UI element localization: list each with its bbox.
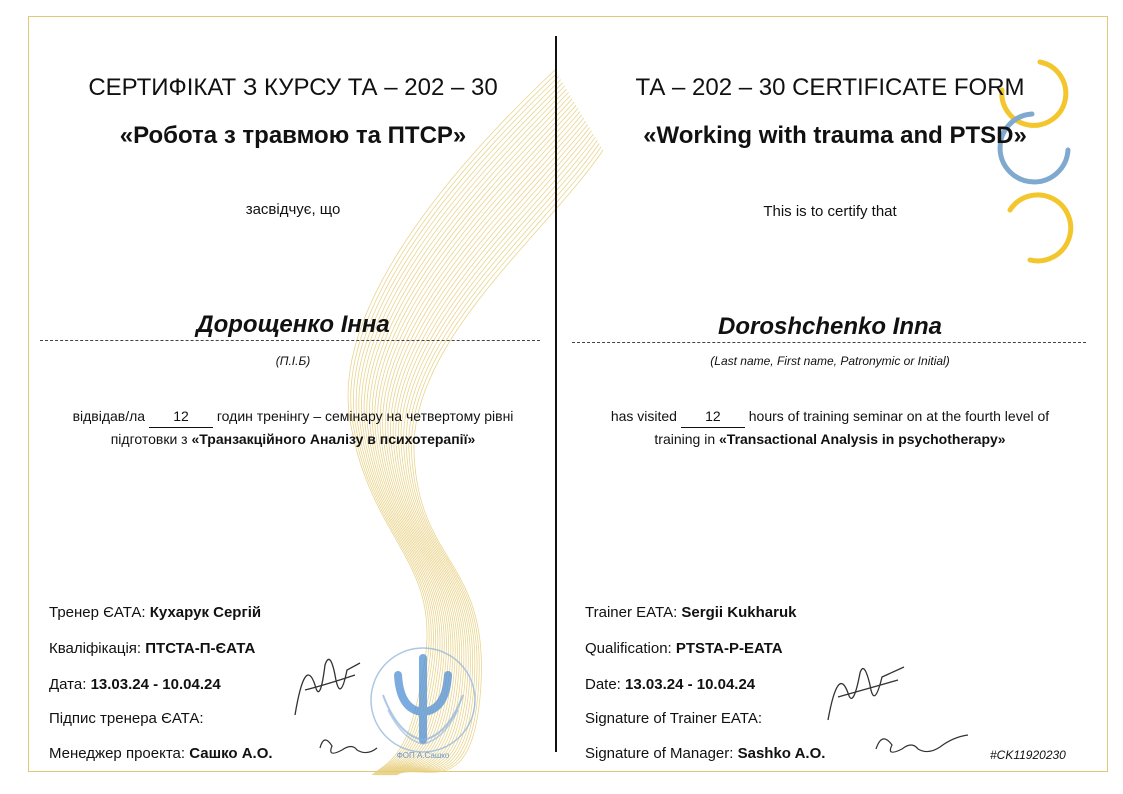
certificate-code: #CK11920230 <box>990 748 1066 762</box>
en-manager-row <box>585 745 825 762</box>
ua-recipient-name: Дорощенко Інна <box>196 311 390 338</box>
ua-program: «Транзакційного Аналізу в психотерапії» <box>191 431 476 447</box>
ua-qualification-row <box>49 640 255 657</box>
ua-date-label: Дата: <box>49 676 87 693</box>
en-manager-value: Sashko A.O. <box>737 745 826 762</box>
ua-trainer-label: Тренер ЄАТА: <box>49 604 146 621</box>
ua-manager-label: Менеджер проекта: <box>49 745 186 762</box>
ua-name-hint: (П.І.Б) <box>275 354 311 368</box>
psi-wings-stamp-icon <box>368 640 478 770</box>
stamp-text: ФОП А.Сашко <box>396 751 450 760</box>
en-trainer-signature <box>818 655 908 735</box>
en-manager-signature <box>868 725 978 765</box>
ua-body-line1 <box>40 405 546 428</box>
en-trainer-signature-label: Signature of Trainer EATA: <box>585 710 763 727</box>
ua-qualification-label: Кваліфікація: <box>49 640 142 657</box>
en-qualification-label: Qualification: <box>585 640 672 657</box>
en-manager-label: Signature of Manager: <box>585 745 734 762</box>
en-body-mid: hours of training seminar on at the fourth level of <box>748 408 1050 424</box>
en-trainer-label: Trainer EATA: <box>585 604 678 621</box>
ua-date-value: 13.03.24 - 10.04.24 <box>90 676 221 693</box>
en-date-label: Date: <box>585 676 621 693</box>
en-body-line2-pre: training in <box>654 431 716 447</box>
en-program: «Transactional Analysis in psychotherapy» <box>719 431 1006 447</box>
en-qualification-value: PTSTA-P-EATA <box>675 640 783 657</box>
ua-manager-row <box>49 745 273 762</box>
en-course-title: «Working with trauma and PTSD» <box>643 122 1027 149</box>
ua-manager-signature <box>312 728 382 768</box>
en-qualification-row <box>585 640 783 657</box>
ua-hours: 12 <box>149 405 213 428</box>
ua-course-title: «Робота з травмою та ПТСР» <box>119 122 467 149</box>
ua-certifies-text: засвідчує, що <box>245 201 341 218</box>
en-body-line1 <box>570 405 1090 428</box>
ua-trainer-signature <box>285 645 365 735</box>
ua-manager-value: Сашко А.О. <box>189 745 273 762</box>
en-body-text <box>570 405 1090 450</box>
ua-title: СЕРТИФІКАТ З КУРСУ ТА – 202 – 30 <box>88 74 498 101</box>
ua-body-line2 <box>40 428 546 450</box>
ua-body-pre: відвідав/ла <box>72 408 146 424</box>
en-date-value: 13.03.24 - 10.04.24 <box>625 676 756 693</box>
ua-trainer-signature-label: Підпис тренера ЄАТА: <box>49 710 204 727</box>
ua-trainer-row <box>49 604 261 621</box>
ua-qualification-value: ПТСТА-П-ЄАТА <box>145 640 256 657</box>
en-certifies-text: This is to certify that <box>763 203 897 220</box>
ua-name-dashed-line <box>40 340 540 341</box>
en-date-row <box>585 676 755 693</box>
ua-body-line2-pre: підготовки з <box>110 431 188 447</box>
en-name-hint: (Last name, First name, Patronymic or Initial) <box>710 354 950 368</box>
en-title: ТА – 202 – 30 CERTIFICATE FORM <box>635 74 1025 101</box>
center-divider <box>555 36 557 752</box>
en-body-pre: has visited <box>610 408 677 424</box>
en-trainer-value: Sergii Kukharuk <box>681 604 797 621</box>
en-body-line2 <box>570 428 1090 450</box>
ua-date-row <box>49 676 221 693</box>
en-hours: 12 <box>681 405 745 428</box>
en-name-dashed-line <box>572 342 1086 343</box>
ua-trainer-value: Кухарук Сергій <box>149 604 262 621</box>
en-trainer-row <box>585 604 796 621</box>
ua-body-text <box>40 405 546 450</box>
ua-body-mid: годин тренінгу – семінару на четвертому рівні <box>216 408 514 424</box>
en-recipient-name: Doroshchenko Inna <box>717 313 943 340</box>
